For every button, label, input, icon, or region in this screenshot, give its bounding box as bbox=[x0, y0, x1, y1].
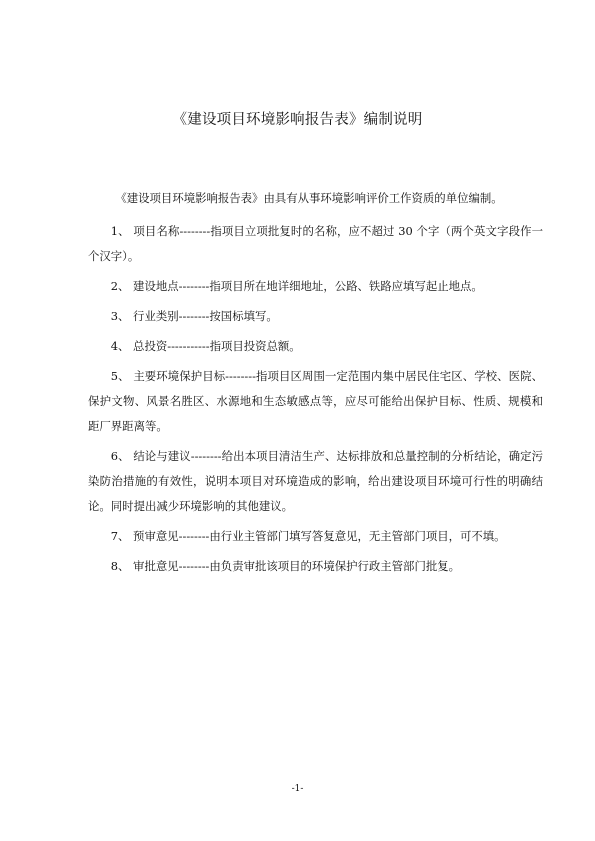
item-total-investment: 4、 总投资-----------指项目投资总额。 bbox=[110, 339, 301, 353]
item-construction-site: 2、 建设地点--------指项目所在地详细地址，公路、铁路应填写起止地点。 bbox=[110, 279, 483, 293]
intro-paragraph: 《建设项目环境影响报告表》由具有从事环境影响评价工作资质的单位编制。 bbox=[115, 191, 503, 205]
document-title: 《建设项目环境影响报告表》编制说明 bbox=[172, 112, 423, 128]
item-industry-category: 3、 行业类别--------按国标填写。 bbox=[110, 309, 278, 323]
item-conclusions: 6、 结论与建议--------给出本项目清洁生产、达标排放和总量控制的分析结论，确定污染防治措施的有效性，说明本项目对环境造成的影响，给出建设项目环境可行性的明确结论。同时提出减少环境影响的其他建议。 bbox=[88, 449, 543, 513]
document-body bbox=[88, 186, 543, 584]
item-approval-opinion: 8、 审批意见--------由负责审批该项目的环境保护行政主管部门批复。 bbox=[110, 559, 461, 573]
item-protection-targets: 5、 主要环境保护目标--------指项目区周围一定范围内集中居民住宅区、学校、医院、保护文物、风景名胜区、水源地和生态敏感点等，应尽可能给出保护目标、性质、规模和距厂界距离等。 bbox=[88, 369, 543, 433]
item-preliminary-review: 7、 预审意见--------由行业主管部门填写答复意见，无主管部门项目，可不填。 bbox=[110, 529, 506, 543]
page-number: -1- bbox=[291, 784, 304, 794]
item-project-name: 1、 项目名称--------指项目立项批复时的名称，应不超过 30 个字（两个英文字段作一个汉字）。 bbox=[88, 224, 543, 263]
